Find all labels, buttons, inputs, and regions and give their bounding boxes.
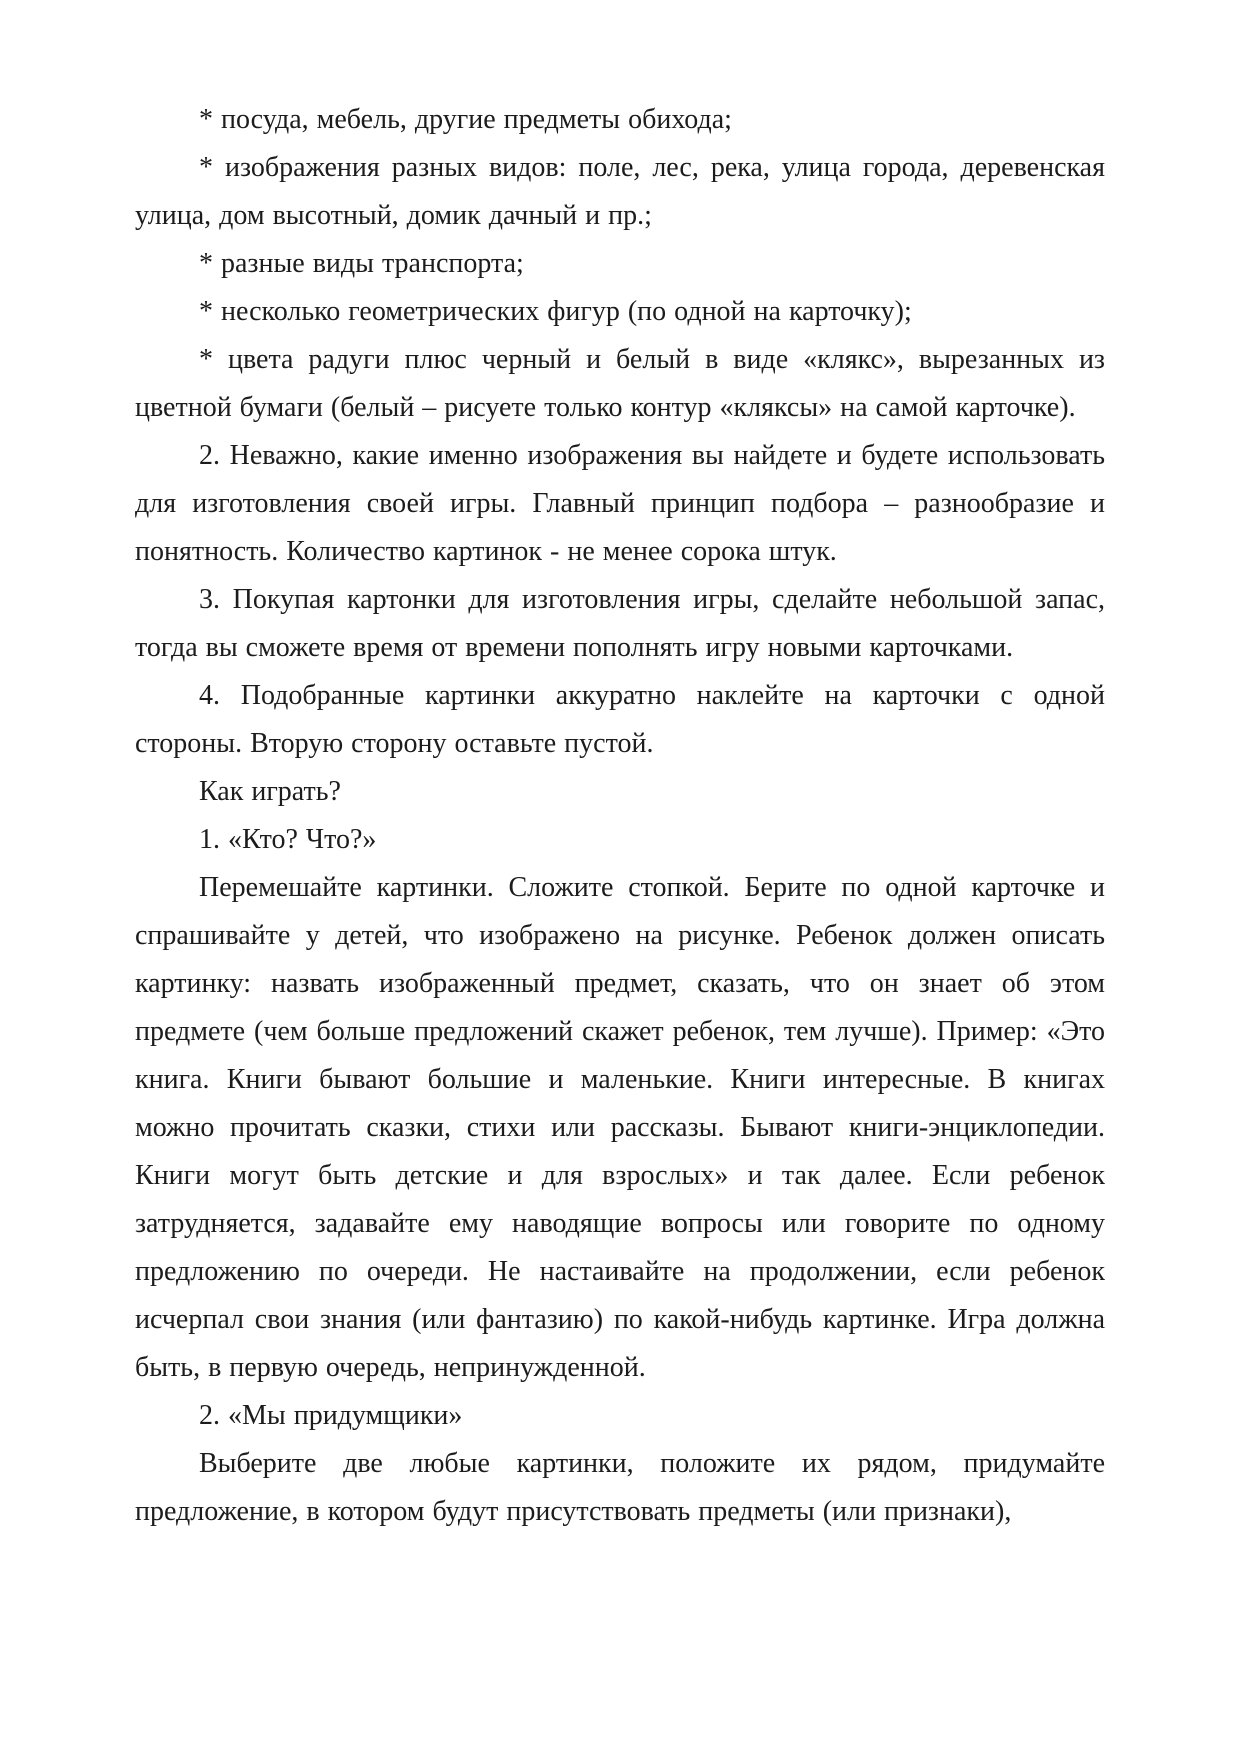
paragraph-bullet-shapes: * несколько геометрических фигур (по одной на карточку); (199, 296, 912, 327)
paragraph-item-4: 4. Подобранные картинки аккуратно наклейте на карточки с одной стороны. Вторую сторону оставьте пустой. (135, 680, 1105, 759)
paragraph-game-1-title: 1. «Кто? Что?» (199, 824, 377, 855)
document-body (135, 96, 1105, 1536)
paragraph-bullet-images: * изображения разных видов: поле, лес, река, улица города, деревенская улица, дом высотный, домик дачный и пр.; (135, 152, 1105, 231)
paragraph-bullet-colors: * цвета радуги плюс черный и белый в виде «клякс», вырезанных из цветной бумаги (белый – рисуете только контур «кляксы» на самой карточке). (135, 344, 1105, 423)
paragraph-how-to-play-heading: Как играть? (199, 776, 341, 807)
paragraph-item-2: 2. Неважно, какие именно изображения вы найдете и будете использовать для изготовления своей игры. Главный принцип подбора – разнообразие и понятность. Количество картинок - не менее сорока штук. (135, 440, 1105, 567)
paragraph-item-3: 3. Покупая картонки для изготовления игры, сделайте небольшой запас, тогда вы сможете время от времени пополнять игру новыми карточками. (135, 584, 1105, 663)
paragraph-game-1-description: Перемешайте картинки. Сложите стопкой. Берите по одной карточке и спрашивайте у детей, что изображено на рисунке. Ребенок должен описать картинку: назвать изображенный предмет, сказать, что он знает об этом предмете (чем больше предложений скажет ребенок, тем лучше). Пример: «Это книга. Книги бывают большие и маленькие. Книги интересные. В книгах можно прочитать сказки, стихи или рассказы. Бывают книги-энциклопедии. Книги могут быть детские и для взрослых» и так далее. Если ребенок затрудняется, задавайте ему наводящие вопросы или говорите по одному предложению по очереди. Не настаивайте на продолжении, если ребенок исчерпал свои знания (или фантазию) по какой-нибудь картинке. Игра должна быть, в первую очередь, непринужденной. (135, 872, 1105, 1383)
paragraph-game-2-title: 2. «Мы придумщики» (199, 1400, 463, 1431)
paragraph-game-2-description: Выберите две любые картинки, положите их рядом, придумайте предложение, в котором будут присутствовать предметы (или признаки), (135, 1448, 1105, 1527)
paragraph-bullet-transport: * разные виды транспорта; (199, 248, 524, 279)
paragraph-bullet-dishes: * посуда, мебель, другие предметы обихода; (199, 104, 732, 135)
